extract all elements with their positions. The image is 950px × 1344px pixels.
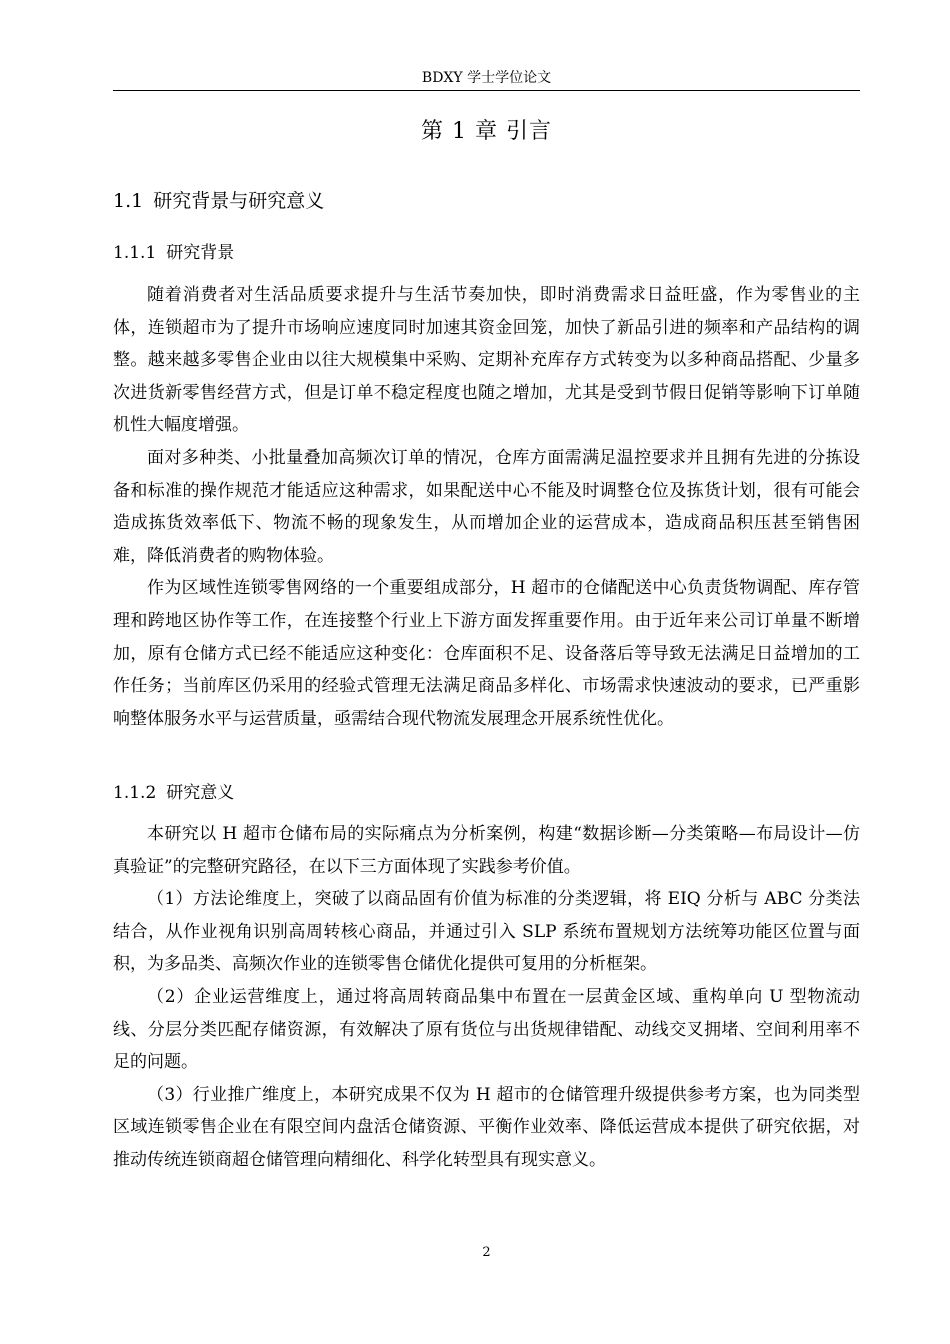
section-heading bbox=[113, 187, 324, 215]
paragraph: 作为区域性连锁零售网络的一个重要组成部分，H 超市的仓储配送中心负责货物调配、库存管理和跨地区协作等工作，在连接整个行业上下游方面发挥重要作用。由于近年来公司订单量不断增加，原有仓储方式已经不能适应这种变化：仓库面积不足、设备落后等导致无法满足日益增加的工作任务；当前库区仍采用的经验式管理无法满足商品多样化、市场需求快速波动的要求，已严重影响整体服务水平与运营质量，亟需结合现代物流发展理念开展系统性优化。 bbox=[113, 578, 860, 729]
chapter-title: 第 1 章 引言 bbox=[421, 119, 552, 144]
paragraph: （1）方法论维度上，突破了以商品固有价值为标准的分类逻辑，将 EIQ 分析与 ABC 分类法结合，从作业视角识别高周转核心商品，并通过引入 SLP 系统布置规划方法统筹功能区位置与面积，为多品类、高频次作业的连锁零售仓储优化提供可复用的分析框架。 bbox=[113, 889, 860, 975]
subsection-number: 1.1.2 bbox=[113, 783, 157, 803]
paragraph: （3）行业推广维度上，本研究成果不仅为 H 超市的仓储管理升级提供参考方案，也为同类型区域连锁零售企业在有限空间内盘活仓储资源、平衡作业效率、降低运营成本提供了研究依据，对推动传统连锁商超仓储管理向精细化、科学化转型具有现实意义。 bbox=[113, 1084, 860, 1170]
running-header: BDXY 学士学位论文 bbox=[421, 70, 552, 86]
section-title: 研究背景与研究意义 bbox=[153, 190, 325, 212]
paragraph: 本研究以 H 超市仓储布局的实际痛点为分析案例，构建“数据诊断—分类策略—布局设计—仿真验证”的完整研究路径，在以下三方面体现了实践参考价值。 bbox=[113, 824, 860, 877]
subsection-number: 1.1.1 bbox=[113, 243, 157, 263]
subsection-title: 研究意义 bbox=[166, 783, 235, 803]
subsection-heading bbox=[113, 240, 234, 266]
page-number: 2 bbox=[482, 1245, 491, 1260]
paragraph: 随着消费者对生活品质要求提升与生活节奏加快，即时消费需求日益旺盛，作为零售业的主体，连锁超市为了提升市场响应速度同时加速其资金回笼，加快了新品引进的频率和产品结构的调整。越来越多零售企业由以往大规模集中采购、定期补充库存方式转变为以多种商品搭配、少量多次进货新零售经营方式，但是订单不稳定程度也随之增加，尤其是受到节假日促销等影响下订单随机性大幅度增强。 bbox=[113, 285, 860, 436]
paragraph: （2）企业运营维度上，通过将高周转商品集中布置在一层黄金区域、重构单向 U 型物流动线、分层分类匹配存储资源，有效解决了原有货位与出货规律错配、动线交叉拥堵、空间利用率不足的问题。 bbox=[113, 986, 860, 1073]
significance-body bbox=[113, 818, 860, 1177]
section-number: 1.1 bbox=[113, 190, 144, 212]
paragraph: 面对多种类、小批量叠加高频次订单的情况，仓库方面需满足温控要求并且拥有先进的分拣设备和标准的操作规范才能适应这种需求，如果配送中心不能及时调整仓位及拣货计划，很有可能会造成拣货效率低下、物流不畅的现象发生，从而增加企业的运营成本，造成商品积压甚至销售困难，降低消费者的购物体验。 bbox=[113, 447, 860, 566]
background-body bbox=[113, 279, 860, 735]
subsection-title: 研究背景 bbox=[166, 243, 235, 263]
subsection-heading bbox=[113, 780, 234, 806]
header-rule bbox=[113, 90, 860, 91]
